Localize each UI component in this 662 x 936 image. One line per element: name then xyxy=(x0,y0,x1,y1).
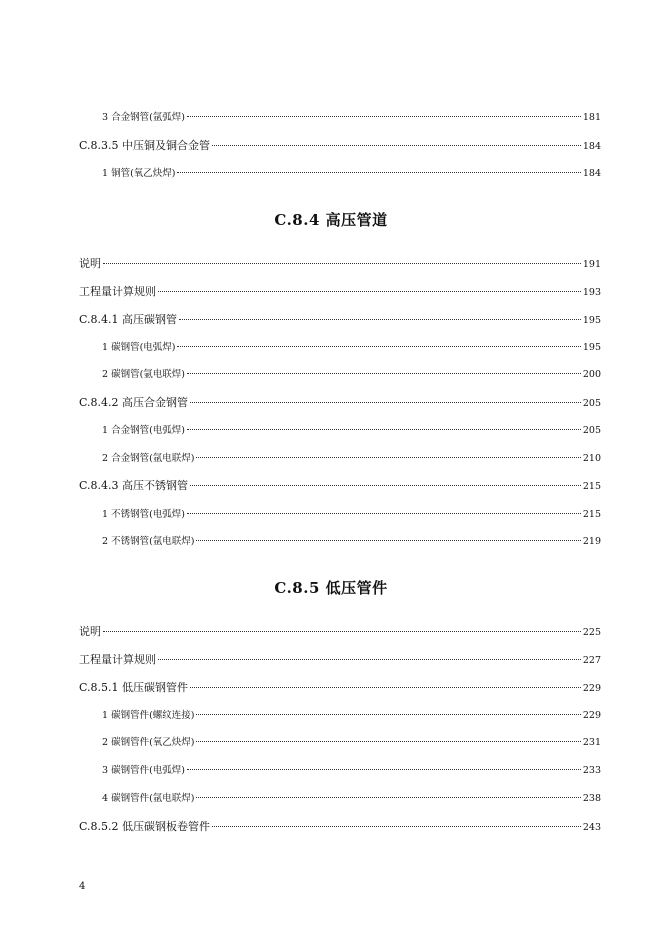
leader-dots xyxy=(187,428,581,430)
leader-dots xyxy=(190,484,581,486)
toc-entry[interactable] xyxy=(102,452,601,466)
leader-dots xyxy=(158,290,581,292)
section-heading: C.8.5 低压管件 xyxy=(274,579,388,597)
toc-entry-page: 215 xyxy=(582,481,601,492)
leader-dots xyxy=(190,686,581,688)
toc-entry[interactable] xyxy=(102,508,601,522)
toc-entry-label: C.8.4.2 高压合金钢管 xyxy=(79,396,189,409)
leader-dots xyxy=(177,345,580,347)
toc-entry-label: 2 碳钢管件(氧乙炔焊) xyxy=(102,737,195,748)
section-heading: C.8.4 高压管道 xyxy=(274,211,388,229)
toc-entry-page: 225 xyxy=(582,627,601,638)
toc-entry[interactable] xyxy=(102,167,601,181)
toc-entry-page: 219 xyxy=(582,536,601,547)
toc-entry[interactable] xyxy=(102,764,601,778)
toc-entry-label: 1 碳钢管件(螺纹连接) xyxy=(102,710,195,721)
toc-entry-label: 2 合金钢管(氩电联焊) xyxy=(102,453,195,464)
toc-entry-label: 工程量计算规则 xyxy=(79,653,156,666)
page-number: 4 xyxy=(79,881,86,892)
leader-dots xyxy=(196,539,580,541)
toc-entry-label: 说明 xyxy=(79,625,101,638)
toc-entry[interactable] xyxy=(102,424,601,438)
toc-entry-label: 3 合金钢管(氩弧焊) xyxy=(102,112,185,123)
toc-entry[interactable] xyxy=(102,341,601,355)
toc-entry-label: C.8.3.5 中压铜及铜合金管 xyxy=(79,139,211,152)
leader-dots xyxy=(190,401,581,403)
leader-dots xyxy=(103,262,581,264)
toc-entry[interactable] xyxy=(79,396,601,411)
toc-entry-page: 193 xyxy=(582,287,601,298)
leader-dots xyxy=(187,372,581,374)
toc-entry-page: 243 xyxy=(582,822,601,833)
toc-entry-label: C.8.4.3 高压不锈钢管 xyxy=(79,479,189,492)
leader-dots xyxy=(196,796,580,798)
leader-dots xyxy=(196,713,580,715)
toc-entry-label: 2 不锈钢管(氩电联焊) xyxy=(102,536,195,547)
toc-entry-page: 229 xyxy=(582,683,601,694)
leader-dots xyxy=(187,512,581,514)
toc-entry-page: 184 xyxy=(582,141,601,152)
toc-entry[interactable] xyxy=(79,820,601,835)
toc-entry-label: 1 铜管(氧乙炔焊) xyxy=(102,168,176,179)
leader-dots xyxy=(103,630,581,632)
toc-entry[interactable] xyxy=(79,285,601,300)
toc-entry[interactable] xyxy=(102,111,601,125)
toc-entry-page: 191 xyxy=(582,259,601,270)
leader-dots xyxy=(196,456,580,458)
toc-entry-label: 4 碳钢管件(氩电联焊) xyxy=(102,793,195,804)
toc-entry-page: 215 xyxy=(582,509,601,520)
toc-entry-label: 工程量计算规则 xyxy=(79,285,156,298)
leader-dots xyxy=(177,171,580,173)
leader-dots xyxy=(212,144,581,146)
toc-entry-page: 227 xyxy=(582,655,601,666)
leader-dots xyxy=(158,658,581,660)
toc-entry-page: 231 xyxy=(582,737,601,748)
toc-entry-label: 2 碳钢管(氩电联焊) xyxy=(102,369,185,380)
toc-entry[interactable] xyxy=(79,139,601,154)
toc-entry[interactable] xyxy=(79,653,601,668)
leader-dots xyxy=(179,318,581,320)
toc-entry[interactable] xyxy=(102,709,601,723)
toc-entry-page: 229 xyxy=(582,710,601,721)
toc-entry-label: 说明 xyxy=(79,257,101,270)
toc-entry-label: 3 碳钢管件(电弧焊) xyxy=(102,765,185,776)
toc-entry[interactable] xyxy=(102,368,601,382)
toc-entry-label: 1 合金钢管(电弧焊) xyxy=(102,425,185,436)
toc-entry[interactable] xyxy=(102,535,601,549)
toc-entry[interactable] xyxy=(79,681,601,696)
toc-entry-page: 205 xyxy=(582,398,601,409)
toc-entry-page: 184 xyxy=(582,168,601,179)
toc-entry[interactable] xyxy=(102,736,601,750)
toc-entry-page: 210 xyxy=(582,453,601,464)
leader-dots xyxy=(196,740,580,742)
toc-entry-page: 200 xyxy=(582,369,601,380)
toc-entry[interactable] xyxy=(79,313,601,328)
toc-entry-label: C.8.4.1 高压碳钢管 xyxy=(79,313,178,326)
leader-dots xyxy=(212,825,581,827)
toc-entry[interactable] xyxy=(79,625,601,640)
leader-dots xyxy=(187,768,581,770)
toc-entry-page: 195 xyxy=(582,315,601,326)
toc-entry-label: C.8.5.1 低压碳钢管件 xyxy=(79,681,189,694)
toc-entry-page: 181 xyxy=(582,112,601,123)
toc-entry-page: 205 xyxy=(582,425,601,436)
leader-dots xyxy=(187,115,581,117)
toc-entry-page: 238 xyxy=(582,793,601,804)
toc-entry-label: C.8.5.2 低压碳钢板卷管件 xyxy=(79,820,211,833)
toc-entry[interactable] xyxy=(102,792,601,806)
toc-entry-page: 233 xyxy=(582,765,601,776)
toc-entry[interactable] xyxy=(79,479,601,494)
toc-entry[interactable] xyxy=(79,257,601,272)
toc-entry-page: 195 xyxy=(582,342,601,353)
toc-entry-label: 1 碳钢管(电弧焊) xyxy=(102,342,176,353)
toc-entry-label: 1 不锈钢管(电弧焊) xyxy=(102,509,185,520)
